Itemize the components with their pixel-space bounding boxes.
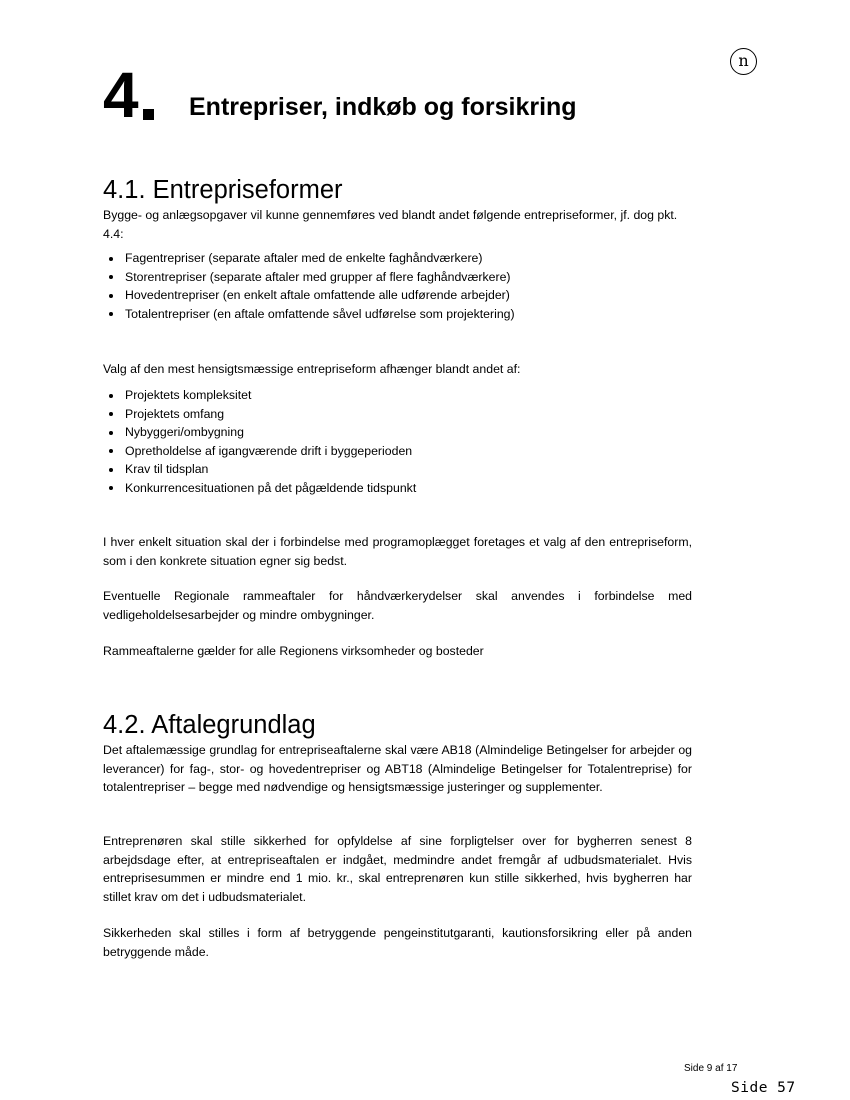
section-heading-aftalegrundlag: 4.2. Aftalegrundlag	[103, 711, 316, 739]
entrepriseform-list	[103, 249, 515, 323]
list-item: Fagentrepriser (separate aftaler med de enkelte faghåndværkere)	[103, 249, 515, 268]
list-item: Projektets kompleksitet	[103, 386, 416, 405]
n-logo-icon: n	[730, 48, 757, 75]
section2-paragraph-2: Entreprenøren skal stille sikkerhed for opfyldelse af sine forpligtelser over for bygherren senest 8 arbejdsdage efter, at entrepriseaftalen er indgået, medmindre andet fremgår af udbudsmaterialet. Hvis entreprisesummen er mindre end 1 mio. kr., skal entreprenøren kun stille sikkerhed, hvis bygherren har stillet krav om det i udbudsmaterialet.	[103, 834, 692, 904]
list-item: Nybyggeri/ombygning	[103, 423, 416, 442]
section1-paragraph-1: I hver enkelt situation skal der i forbindelse med programoplægget foretages et valg af den entrepriseform, som i den konkrete situation egner sig bedst.	[103, 535, 692, 568]
section2-paragraph-1: Det aftalemæssige grundlag for entrepriseaftalerne skal være AB18 (Almindelige Betingelser for arbejder og leverancer) for fag-, stor- og hovedentrepriser og ABT18 (Almindelige Betingelser for Totalentreprise) for totalentrepriser – begge med nødvendige og hensigtsmæssige justeringer og supplementer.	[103, 743, 692, 794]
side-number: Side 57	[731, 1080, 796, 1096]
list-item: Storentrepriser (separate aftaler med grupper af flere faghåndværkere)	[103, 268, 515, 287]
choice-intro: Valg af den mest hensigtsmæssige entrepriseform afhænger blandt andet af:	[103, 362, 521, 376]
list-item: Konkurrencesituationen på det pågældende tidspunkt	[103, 479, 416, 498]
factor-list	[103, 386, 416, 497]
list-item: Projektets omfang	[103, 405, 416, 424]
list-item: Opretholdelse af igangværende drift i byggeperioden	[103, 442, 416, 461]
section1-paragraph-3: Rammeaftalerne gælder for alle Regionens virksomheder og bosteder	[103, 644, 484, 658]
section-heading-entrepriseformer: 4.1. Entrepriseformer	[103, 176, 343, 204]
section1-intro: Bygge- og anlægsopgaver vil kunne gennemføres ved blandt andet følgende entrepriseformer, jf. dog pkt. 4.4:	[103, 208, 678, 241]
section1-paragraph-2: Eventuelle Regionale rammeaftaler for håndværkerydelser skal anvendes i forbindelse med vedligeholdelsesarbejder og mindre ombygninger.	[103, 589, 692, 622]
chapter-number: 4	[103, 59, 138, 131]
page-counter: Side 9 af 17	[684, 1063, 738, 1074]
section2-paragraph-3: Sikkerheden skal stilles i form af betryggende pengeinstitutgaranti, kautionsforsikring eller på anden betryggende måde.	[103, 926, 692, 959]
list-item: Totalentrepriser (en aftale omfattende såvel udførelse som projektering)	[103, 305, 515, 324]
list-item: Krav til tidsplan	[103, 460, 416, 479]
list-item: Hovedentrepriser (en enkelt aftale omfattende alle udførende arbejder)	[103, 286, 515, 305]
chapter-title: Entrepriser, indkøb og forsikring	[189, 93, 577, 121]
chapter-square-marker	[143, 109, 154, 120]
